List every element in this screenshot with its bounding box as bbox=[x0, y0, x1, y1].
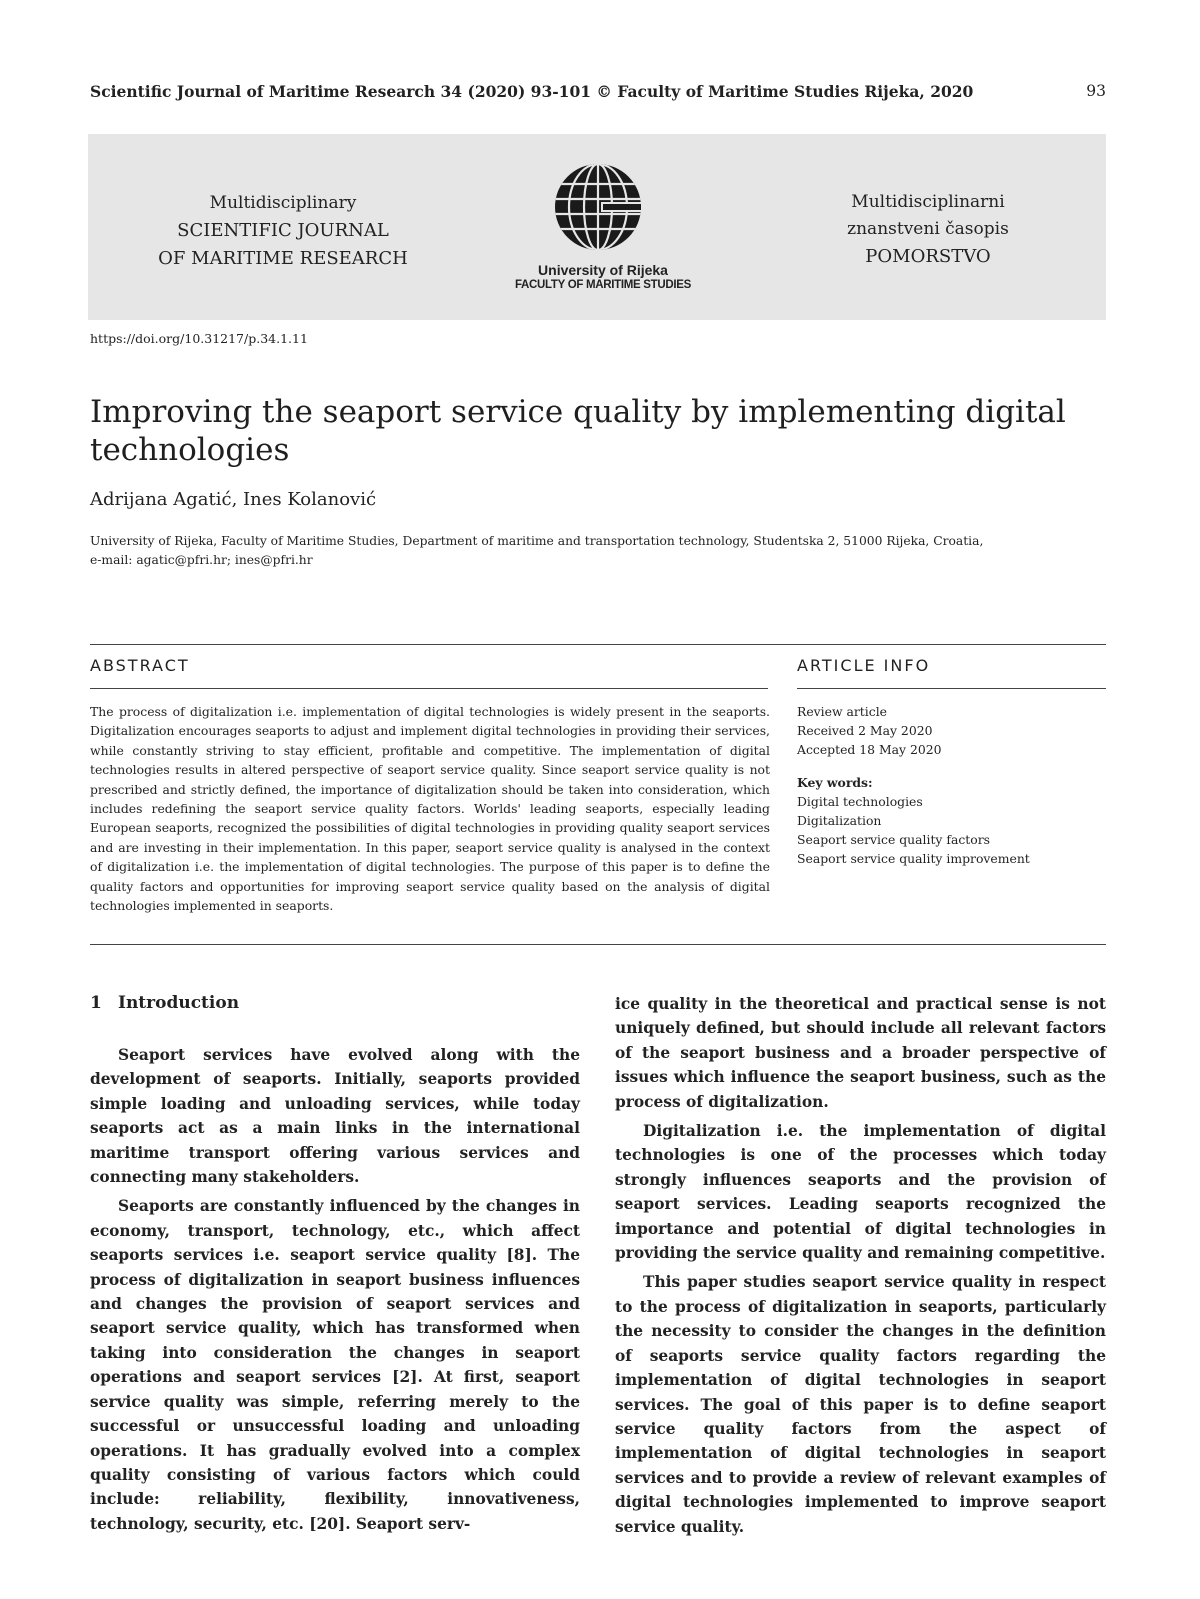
banner-right-line2: znanstveni časopis bbox=[847, 219, 1009, 239]
section-heading-introduction bbox=[90, 993, 239, 1013]
doi-link[interactable]: https://doi.org/10.31217/p.34.1.11 bbox=[90, 331, 308, 346]
received-date: Received 2 May 2020 bbox=[797, 723, 933, 739]
keyword-item: Seaport service quality improvement bbox=[797, 851, 1030, 867]
keyword-item: Digitalization bbox=[797, 813, 882, 829]
page-number: 93 bbox=[1086, 82, 1106, 100]
body-column-right bbox=[615, 992, 1106, 1544]
article-info bbox=[797, 702, 1097, 869]
body-column-left bbox=[90, 1043, 580, 1541]
section-number: 1 bbox=[90, 993, 102, 1013]
journal-citation: Scientific Journal of Maritime Research 34 (2020) 93-101 © Faculty of Maritime Studies Rijeka, 2020 bbox=[90, 82, 974, 101]
article-info-divider bbox=[797, 688, 1106, 689]
affiliation bbox=[90, 532, 1090, 570]
abstract-divider bbox=[90, 688, 768, 689]
body-paragraph: Seaports are constantly influenced by the changes in economy, transport, technology, etc., which affect seaports services i.e. seaport service quality [8]. The process of digitalization in seaport business influences and changes the provision of seaport services and seaport service quality, which has transformed when taking into consideration the changes in seaport operations and seaport services [2]. At first, seaport service quality was simple, referring merely to the successful or unsuccessful loading and unloading operations. It has gradually evolved into a complex quality consisting of various factors which could include: reliability, flexibility, innovativeness, technology, security, etc. [20]. Seaport serv- bbox=[90, 1197, 580, 1533]
keywords-heading: Key words: bbox=[797, 774, 873, 790]
keyword-item: Digital technologies bbox=[797, 793, 923, 809]
affiliation-email[interactable]: e-mail: agatic@pfri.hr; ines@pfri.hr bbox=[90, 553, 313, 567]
banner-left-line1: Multidisciplinary bbox=[209, 193, 357, 213]
running-header bbox=[90, 82, 1106, 101]
body-paragraph-continued: ice quality in the theoretical and practical sense is not uniquely defined, but should include all relevant factors of the seaport business and a broader perspective of issues which influence the seaport business, such as the process of digitalization. bbox=[615, 995, 1106, 1111]
article-info-heading: ARTICLE INFO bbox=[797, 656, 931, 675]
article-type: Review article bbox=[797, 704, 887, 719]
top-divider bbox=[90, 644, 1106, 645]
banner-left-title bbox=[133, 189, 433, 273]
journal-banner bbox=[88, 134, 1106, 320]
paper-title: Improving the seaport service quality by implementing digital technologies bbox=[90, 394, 1066, 468]
bottom-divider bbox=[90, 944, 1106, 945]
banner-right-line3: POMORSTVO bbox=[865, 246, 991, 267]
accepted-date: Accepted 18 May 2020 bbox=[797, 742, 942, 758]
keyword-item: Seaport service quality factors bbox=[797, 832, 991, 848]
banner-right-title bbox=[808, 189, 1048, 270]
abstract-text: The process of digitalization i.e. implementation of digital technologies is widely present in the seaports. Digitalization encourages seaports to adjust and implement digital technologies in providing their services, while constantly striving to stay efficient, profitable and competitive. The implementation of digital technologies results in altered perspective of seaport service quality. Since seaport service quality is not prescribed and strictly defined, the importance of digitalization should be taken into consideration, which includes redefining the seaport service quality factors. Worlds' leading seaports, especially leading European seaports, recognized the possibilities of digital technologies in providing quality seaport services and are investing in their implementation. In this paper, seaport service quality is analysed in the context of digitalization i.e. the implementation of digital technologies. The purpose of this paper is to define the quality factors and opportunities for improving seaport service quality based on the analysis of digital technologies implemented in seaports. bbox=[90, 704, 770, 914]
banner-right-line1: Multidisciplinarni bbox=[851, 192, 1005, 212]
banner-left-line2: SCIENTIFIC JOURNAL bbox=[177, 220, 389, 241]
section-title: Introduction bbox=[118, 993, 240, 1013]
globe-logo-icon bbox=[553, 162, 643, 254]
body-paragraph: Seaport services have evolved along with the development of seaports. Initially, seaports provided simple loading and unloading services, while today seaports act as a main links in the international maritime transport offering various services and connecting many stakeholders. bbox=[90, 1046, 580, 1187]
logo-university: University of Rijeka bbox=[538, 262, 668, 278]
body-paragraph: Digitalization i.e. the implementation of digital technologies is one of the processes which today strongly influences seaports and the provision of seaport services. Leading seaports recognized the importance and potential of digital technologies in providing the service quality and remaining competitive. bbox=[615, 1122, 1106, 1263]
authors: Adrijana Agatić, Ines Kolanović bbox=[90, 489, 377, 510]
abstract-heading: ABSTRACT bbox=[90, 656, 190, 675]
body-paragraph: This paper studies seaport service quality in respect to the process of digitalization in seaports, particularly the necessity to consider the changes in the definition of seaports service quality factors regarding the implementation of digital technologies in seaport services. The goal of this paper is to define seaport service quality factors from the aspect of implementation of digital technologies in seaport services and to provide a review of relevant examples of digital technologies implemented to improve seaport service quality. bbox=[615, 1273, 1106, 1536]
affiliation-address: University of Rijeka, Faculty of Maritime Studies, Department of maritime and transportation technology, Studentska 2, 51000 Rijeka, Croatia, bbox=[90, 534, 984, 548]
university-logo-text bbox=[458, 262, 748, 292]
logo-faculty: FACULTY OF MARITIME STUDIES bbox=[514, 279, 692, 291]
banner-left-line3: OF MARITIME RESEARCH bbox=[158, 248, 408, 269]
